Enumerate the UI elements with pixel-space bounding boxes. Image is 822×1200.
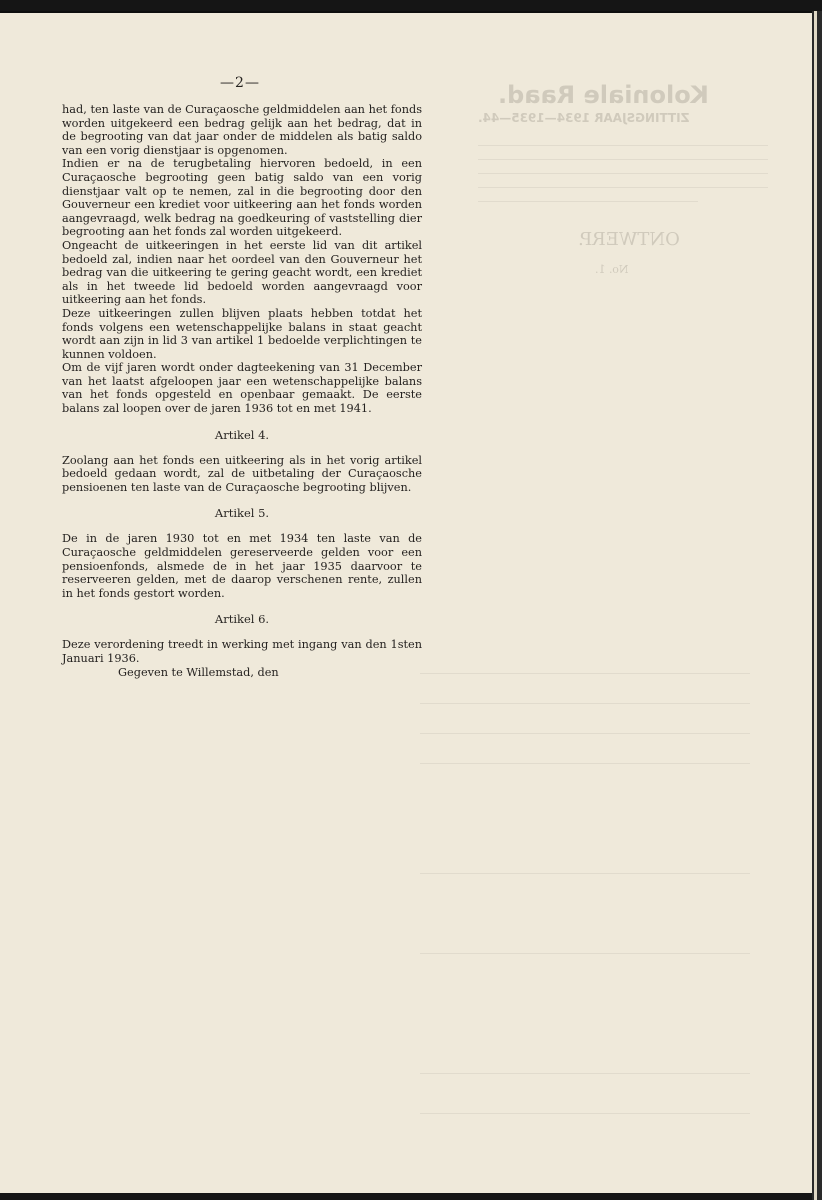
bleed-line <box>420 1113 750 1114</box>
page-edge-highlight <box>814 11 817 1200</box>
bleed-through-heading: ONTWERP. <box>578 229 680 250</box>
bleed-through-title: Koloniale Raad. <box>498 81 709 109</box>
bleed-line <box>420 703 750 704</box>
article-4-heading: Artikel 4. <box>214 427 270 442</box>
bleed-through-number: No. 1. <box>595 263 629 276</box>
bleed-line <box>478 145 768 146</box>
page-edge-strip <box>812 11 822 1200</box>
article-5-heading: Artikel 5. <box>214 506 270 521</box>
bleed-through-subtitle: ZITTINGSJAAR 1934—1935—44. <box>478 111 690 125</box>
main-text-column <box>62 103 422 679</box>
page-number: —2— <box>220 75 260 91</box>
article-4-text: Zoolang aan het fonds een uitkeering als in het vorig artikel bedoeld gedaan wordt, zal de uitbetaling der Curaçaosche pensioenen ten laste van de Curaçaosche begrooting blijven. <box>62 453 422 494</box>
bleed-line <box>420 763 750 764</box>
bleed-line <box>478 187 768 188</box>
bleed-line <box>420 873 750 874</box>
paragraph: Indien er na de terugbetaling hiervoren bedoeld, in een Curaçaosche begrooting geen batig saldo van een vorig dienstjaar valt op te nemen, zal in die begrooting door den Gouverneur een krediet voor uitkeering aan het fonds worden aangevraagd, welk bedrag na goedkeuring of vaststelling dier begrooting aan het fonds zal worden uitgekeerd. <box>62 157 422 239</box>
article-5-text: De in de jaren 1930 tot en met 1934 ten laste van de Curaçaosche geldmiddelen gereserveerde gelden voor een pensioenfonds, alsmede de in het jaar 1935 daarvoor te reserveeren gelden, met de daarop verschenen rente, zullen in het fonds gestort worden. <box>62 532 422 600</box>
bleed-line <box>420 953 750 954</box>
signature-line: Gegeven te Willemstad, den <box>118 665 279 679</box>
document-page <box>0 11 812 1193</box>
bleed-line <box>420 1073 750 1074</box>
bleed-line <box>478 173 768 174</box>
bleed-line <box>420 733 750 734</box>
paragraph: had, ten laste van de Curaçaosche geldmiddelen aan het fonds worden uitgekeerd een bedrag gelijk aan het bedrag, dat in de begrooting van dat jaar onder de middelen als batig saldo van een vorig dienstjaar is opgenomen. <box>62 103 422 157</box>
paragraph: Ongeacht de uitkeeringen in het eerste lid van dit artikel bedoeld zal, indien naar het oordeel van den Gouverneur het bedrag van die uitkeering te gering geacht wordt, een krediet als in het tweede lid bedoeld worden aangevraagd voor uitkeering aan het fonds. <box>62 238 422 307</box>
paragraph: Om de vijf jaren wordt onder dagteekening van 31 December van het laatst afgeloopen jaar een wetenschappelijke balans van het fonds opgesteld en openbaar gemaakt. De eerste balans zal loopen over de jaren 1936 tot en met 1941. <box>62 361 422 416</box>
paragraph: Deze uitkeeringen zullen blijven plaats hebben totdat het fonds volgens een wetenschappelijke balans in staat geacht wordt aan zijn in lid 3 van artikel 1 bedoelde verplichtingen te kunnen voldoen. <box>62 306 422 361</box>
bleed-line <box>478 201 698 202</box>
bleed-line <box>478 159 768 160</box>
bleed-line <box>420 673 750 674</box>
article-6-heading: Artikel 6. <box>214 612 270 627</box>
article-6-text: Deze verordening treedt in werking met ingang van den 1sten Januari 1936. <box>62 638 422 665</box>
